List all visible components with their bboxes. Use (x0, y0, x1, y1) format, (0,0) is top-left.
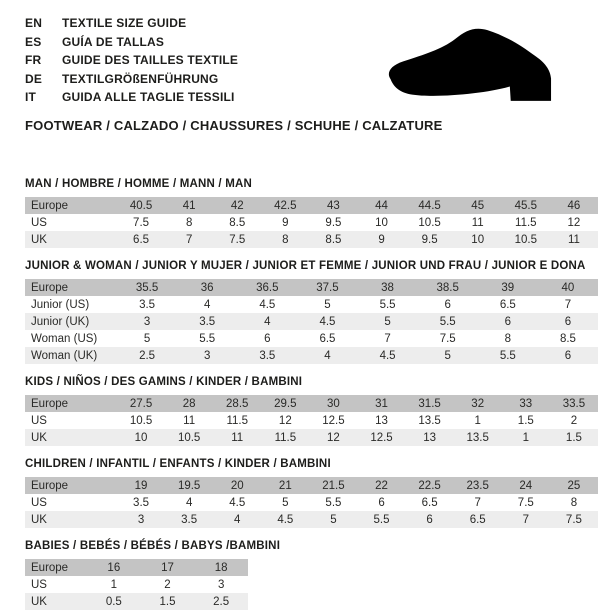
language-label: GUIDE DES TAILLES TEXTILE (62, 53, 239, 67)
size-cell: 10 (471, 233, 485, 246)
size-cell: 5 (143, 332, 151, 345)
row-label: UK (31, 233, 47, 246)
row-label: Europe (31, 281, 69, 294)
language-row-fr (25, 51, 238, 70)
language-label: GUIDA ALLE TAGLIE TESSILI (62, 90, 235, 104)
table-row (25, 511, 598, 528)
size-cell: 11 (567, 233, 580, 246)
table-row (25, 559, 248, 576)
size-cell: 3.5 (199, 315, 216, 328)
size-cell: 6.5 (499, 298, 516, 311)
size-cell: 6 (426, 513, 433, 526)
size-cell: 10.5 (129, 414, 153, 427)
size-cell: 5.5 (439, 315, 456, 328)
size-table (25, 559, 248, 610)
size-cell: 44.5 (418, 199, 441, 212)
size-cell: 7.5 (133, 216, 150, 229)
row-label: UK (31, 513, 47, 526)
size-cell: 7.5 (517, 496, 534, 509)
row-label: UK (31, 595, 47, 608)
size-table (25, 395, 598, 446)
category-title: FOOTWEAR / CALZADO / CHAUSSURES / SCHUHE / CALZATURE (25, 118, 443, 133)
size-table-section-4 (25, 540, 590, 610)
size-cell: 5 (324, 298, 331, 311)
size-cell: 38 (381, 281, 394, 294)
size-cell: 24 (519, 479, 533, 492)
size-cell: 13 (423, 431, 436, 444)
size-cell: 36.5 (256, 281, 279, 294)
size-cell: 1 (522, 431, 529, 444)
size-cell: 17 (161, 561, 174, 574)
size-cell: 23.5 (466, 479, 489, 492)
size-cell: 12 (327, 431, 340, 444)
size-tables (25, 178, 590, 610)
size-cell: 19 (134, 479, 148, 492)
size-cell: 4.5 (259, 298, 276, 311)
size-table-section-3 (25, 458, 590, 528)
size-cell: 6 (564, 349, 572, 362)
size-cell: 5.5 (379, 298, 396, 311)
size-cell: 13 (375, 414, 388, 427)
size-cell: 8 (570, 496, 578, 509)
size-cell: 6.5 (469, 513, 486, 526)
size-cell: 41 (182, 199, 196, 212)
size-cell: 3 (143, 315, 151, 328)
size-cell: 46 (567, 199, 581, 212)
table-row (25, 576, 248, 593)
size-cell: 35.5 (135, 281, 159, 294)
size-cell: 7 (384, 332, 391, 345)
size-cell: 10 (375, 216, 388, 229)
size-cell: 10.5 (514, 233, 537, 246)
size-cell: 4 (203, 298, 211, 311)
size-cell: 6 (378, 496, 385, 509)
size-cell: 11.5 (515, 216, 537, 229)
size-cell: 28.5 (226, 397, 249, 410)
size-cell: 5 (330, 513, 337, 526)
size-cell: 11 (231, 431, 244, 444)
page-header (25, 12, 590, 113)
size-cell: 3 (137, 513, 145, 526)
size-cell: 45.5 (514, 199, 537, 212)
size-cell: 3.5 (133, 496, 150, 509)
size-table-title: BABIES / BEBÉS / BÉBÉS / BABYS /BAMBINI (25, 540, 281, 552)
table-row (25, 494, 598, 511)
size-cell: 7 (185, 233, 193, 246)
size-cell: 10.5 (418, 216, 441, 229)
size-cell: 1 (474, 414, 481, 427)
size-cell: 38.5 (436, 281, 459, 294)
table-row (25, 313, 598, 330)
size-cell: 9 (378, 233, 385, 246)
table-row (25, 347, 598, 364)
language-list (25, 12, 238, 107)
table-row (25, 296, 598, 313)
size-cell: 2.5 (213, 595, 230, 608)
size-cell: 22.5 (418, 479, 441, 492)
size-cell: 29.5 (274, 397, 297, 410)
row-label: US (31, 216, 47, 229)
size-cell: 18 (214, 561, 228, 574)
size-cell: 21.5 (322, 479, 345, 492)
size-cell: 7 (522, 513, 529, 526)
size-cell: 4.5 (277, 513, 294, 526)
table-row (25, 330, 598, 347)
language-row-en (25, 14, 238, 33)
size-cell: 7.5 (229, 233, 246, 246)
size-table-section-2 (25, 376, 590, 446)
size-cell: 7.5 (439, 332, 456, 345)
language-code: DE (25, 71, 43, 86)
table-row (25, 412, 598, 429)
row-label: US (31, 414, 47, 427)
table-row (25, 231, 598, 248)
size-cell: 2 (570, 414, 578, 427)
size-cell: 45 (471, 199, 485, 212)
language-row-it (25, 88, 238, 107)
size-cell: 8 (185, 216, 193, 229)
size-cell: 8 (504, 332, 512, 345)
row-label: US (31, 578, 47, 591)
size-cell: 8.5 (559, 332, 576, 345)
row-label: Europe (31, 199, 69, 212)
size-cell: 20 (230, 479, 244, 492)
size-cell: 19.5 (177, 479, 201, 492)
size-cell: 5 (282, 496, 289, 509)
size-cell: 6 (444, 298, 451, 311)
size-cell: 6.5 (319, 332, 336, 345)
size-table (25, 279, 598, 364)
size-cell: 7 (474, 496, 481, 509)
size-cell: 5.5 (325, 496, 342, 509)
size-cell: 3.5 (139, 298, 156, 311)
size-cell: 3 (203, 349, 211, 362)
size-cell: 12 (278, 414, 292, 427)
size-cell: 1.5 (565, 431, 582, 444)
size-cell: 22 (375, 479, 388, 492)
size-cell: 5.5 (199, 332, 216, 345)
size-cell: 10 (134, 431, 148, 444)
row-label: Europe (31, 561, 69, 574)
table-row (25, 197, 598, 214)
size-cell: 0.5 (105, 595, 122, 608)
language-code: ES (25, 34, 42, 49)
row-label: Junior (US) (31, 298, 90, 311)
size-cell: 16 (107, 561, 121, 574)
size-cell: 8.5 (229, 216, 246, 229)
size-cell: 4.5 (319, 315, 336, 328)
size-table-section-1 (25, 260, 590, 364)
shoe-icon (378, 22, 570, 113)
size-cell: 27.5 (129, 397, 153, 410)
size-table-title: KIDS / NIÑOS / DES GAMINS / KINDER / BAMBINI (25, 376, 303, 388)
size-cell: 13.5 (466, 431, 489, 444)
size-cell: 12.5 (370, 431, 393, 444)
size-cell: 12 (567, 216, 581, 229)
size-cell: 4.5 (379, 349, 396, 362)
size-cell: 8.5 (325, 233, 342, 246)
size-cell: 4 (234, 513, 241, 526)
size-cell: 32 (471, 397, 485, 410)
size-cell: 9.5 (421, 233, 438, 246)
size-table (25, 197, 598, 248)
size-table-title: CHILDREN / INFANTIL / ENFANTS / KINDER / BAMBINI (25, 458, 331, 470)
row-label: UK (31, 431, 47, 444)
size-cell: 39 (501, 281, 515, 294)
size-cell: 3.5 (181, 513, 198, 526)
size-cell: 40 (561, 281, 575, 294)
size-cell: 2.5 (139, 349, 156, 362)
size-cell: 31.5 (418, 397, 441, 410)
size-cell: 1 (110, 578, 118, 591)
size-cell: 9 (282, 216, 289, 229)
size-cell: 37.5 (316, 281, 339, 294)
size-cell: 33 (519, 397, 533, 410)
size-cell: 6.5 (421, 496, 438, 509)
size-table (25, 477, 598, 528)
size-cell: 44 (375, 199, 388, 212)
size-cell: 10.5 (177, 431, 201, 444)
size-cell: 12.5 (322, 414, 345, 427)
size-cell: 31 (375, 397, 388, 410)
size-cell: 11.5 (226, 414, 248, 427)
size-cell: 30 (327, 397, 340, 410)
language-code: FR (25, 53, 42, 67)
size-cell: 7 (564, 298, 572, 311)
row-label: Junior (UK) (31, 315, 90, 328)
row-label: Woman (US) (31, 332, 98, 345)
size-cell: 42 (230, 199, 244, 212)
language-row-es (25, 33, 238, 52)
language-label: GUÍA DE TALLAS (62, 34, 165, 49)
size-cell: 5 (444, 349, 451, 362)
table-row (25, 279, 598, 296)
size-cell: 4 (185, 496, 193, 509)
size-cell: 3 (217, 578, 225, 591)
size-cell: 8 (282, 233, 289, 246)
size-cell: 11 (183, 414, 196, 427)
row-label: Woman (UK) (31, 349, 98, 362)
size-table-section-0 (25, 178, 590, 248)
size-cell: 43 (327, 199, 340, 212)
language-code: IT (25, 90, 37, 104)
size-cell: 7.5 (565, 513, 582, 526)
language-row-de (25, 70, 238, 89)
table-row (25, 214, 598, 231)
size-cell: 25 (567, 479, 581, 492)
size-cell: 4 (324, 349, 331, 362)
size-cell: 4 (264, 315, 271, 328)
language-label: TEXTILE SIZE GUIDE (62, 16, 187, 30)
size-cell: 28 (182, 397, 196, 410)
table-row (25, 429, 598, 446)
size-cell: 5.5 (499, 349, 516, 362)
size-cell: 6.5 (133, 233, 150, 246)
size-cell: 2 (164, 578, 171, 591)
language-code: EN (25, 16, 43, 30)
table-row (25, 477, 598, 494)
size-cell: 5.5 (373, 513, 390, 526)
size-cell: 1.5 (159, 595, 176, 608)
size-cell: 1.5 (517, 414, 534, 427)
size-table-title: MAN / HOMBRE / HOMME / MANN / MAN (25, 178, 253, 190)
size-cell: 42.5 (274, 199, 297, 212)
row-label: Europe (31, 397, 69, 410)
size-cell: 21 (278, 479, 292, 492)
size-cell: 13.5 (418, 414, 441, 427)
size-cell: 11.5 (274, 431, 297, 444)
size-cell: 11 (471, 216, 484, 229)
size-cell: 9.5 (325, 216, 342, 229)
language-label: TEXTILGRÖßENFÜHRUNG (62, 71, 219, 86)
table-row (25, 593, 248, 610)
size-cell: 36 (200, 281, 214, 294)
size-cell: 40.5 (129, 199, 153, 212)
size-cell: 3.5 (259, 349, 276, 362)
size-cell: 6 (564, 315, 572, 328)
row-label: US (31, 496, 47, 509)
size-cell: 6 (504, 315, 512, 328)
row-label: Europe (31, 479, 69, 492)
size-cell: 5 (384, 315, 391, 328)
size-table-title: JUNIOR & WOMAN / JUNIOR Y MUJER / JUNIOR ET FEMME / JUNIOR UND FRAU / JUNIOR E DONA (25, 260, 586, 272)
table-row (25, 395, 598, 412)
size-cell: 4.5 (229, 496, 246, 509)
size-cell: 6 (264, 332, 271, 345)
size-cell: 33.5 (562, 397, 586, 410)
